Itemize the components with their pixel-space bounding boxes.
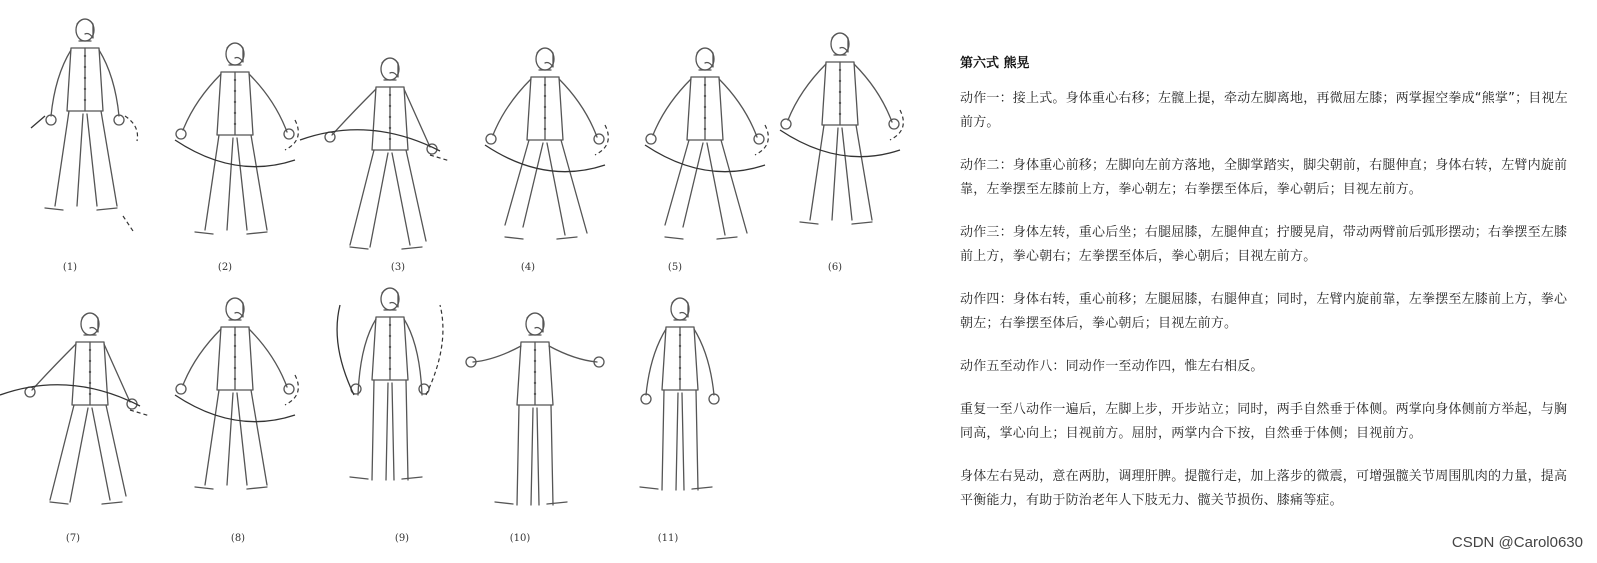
exercise-figure-2 <box>155 40 315 260</box>
exercise-figure-6 <box>760 30 920 250</box>
paragraph-action-5-8: 动作五至动作八：同动作一至动作四，惟左右相反。 <box>960 359 1264 374</box>
figure-caption-11: (11) <box>657 533 679 544</box>
exercise-figure-8 <box>155 295 315 515</box>
figure-caption-1: (1) <box>62 262 78 273</box>
paragraph-repeat: 重复一至八动作一遍后，左脚上步，开步站立；同时，两手自然垂于体侧。两掌向身体侧前方举起，与胸同高，掌心向上；目视前方。屈肘，两掌内合下按，自然垂于体侧；目视前方。 <box>960 402 1568 441</box>
exercise-figure-4 <box>465 45 625 265</box>
paragraph-action-2: 动作二：身体重心前移；左脚向左前方落地，全脚掌踏实，脚尖朝前，右腿伸直；身体右转，左臂内旋前靠，左拳摆至左膝前上方，拳心朝左；右拳摆至体后，拳心朝后；目视左前方。 <box>960 158 1568 197</box>
section-title: 第六式 熊晃 <box>960 56 1030 71</box>
exercise-figure-3 <box>310 55 470 275</box>
figure-caption-8: (8) <box>230 533 246 544</box>
paragraph-action-3: 动作三：身体左转，重心后坐；右腿屈膝，左腿伸直；拧腰晃肩，带动两臂前后弧形摆动；右拳摆至左膝前上方，拳心朝右；左拳摆至体后，拳心朝后；目视左前方。 <box>960 225 1568 264</box>
figure-caption-10: (10) <box>509 533 531 544</box>
exercise-figure-10 <box>455 310 615 530</box>
figure-caption-9: (9) <box>394 533 410 544</box>
watermark: CSDN @Carol0630 <box>1451 534 1583 551</box>
exercise-figure-11 <box>600 295 760 515</box>
exercise-figure-7 <box>10 310 170 530</box>
paragraph-action-1: 动作一：接上式。身体重心右移；左髋上提，牵动左脚离地，再微屈左膝；两掌握空拳成“熊掌”；目视左前方。 <box>960 91 1568 130</box>
figure-caption-4: (4) <box>520 262 536 273</box>
figure-caption-5: (5) <box>667 262 683 273</box>
figure-caption-7: (7) <box>65 533 81 544</box>
article-text <box>960 52 1580 532</box>
exercise-figure-9 <box>310 285 470 505</box>
figure-caption-6: (6) <box>827 262 843 273</box>
figure-caption-2: (2) <box>217 262 233 273</box>
paragraph-action-4: 动作四：身体右转，重心前移；左腿屈膝，右腿伸直；同时，左臂内旋前靠，左拳摆至左膝前上方，拳心朝左；右拳摆至体后，拳心朝后；目视左前方。 <box>960 292 1568 331</box>
exercise-figure-1 <box>5 16 165 236</box>
paragraph-benefits: 身体左右晃动，意在两肋，调理肝脾。提髋行走，加上落步的微震，可增强髋关节周围肌肉的力量，提高平衡能力，有助于防治老年人下肢无力、髋关节损伤、膝痛等症。 <box>960 469 1568 508</box>
figure-caption-3: (3) <box>390 262 406 273</box>
